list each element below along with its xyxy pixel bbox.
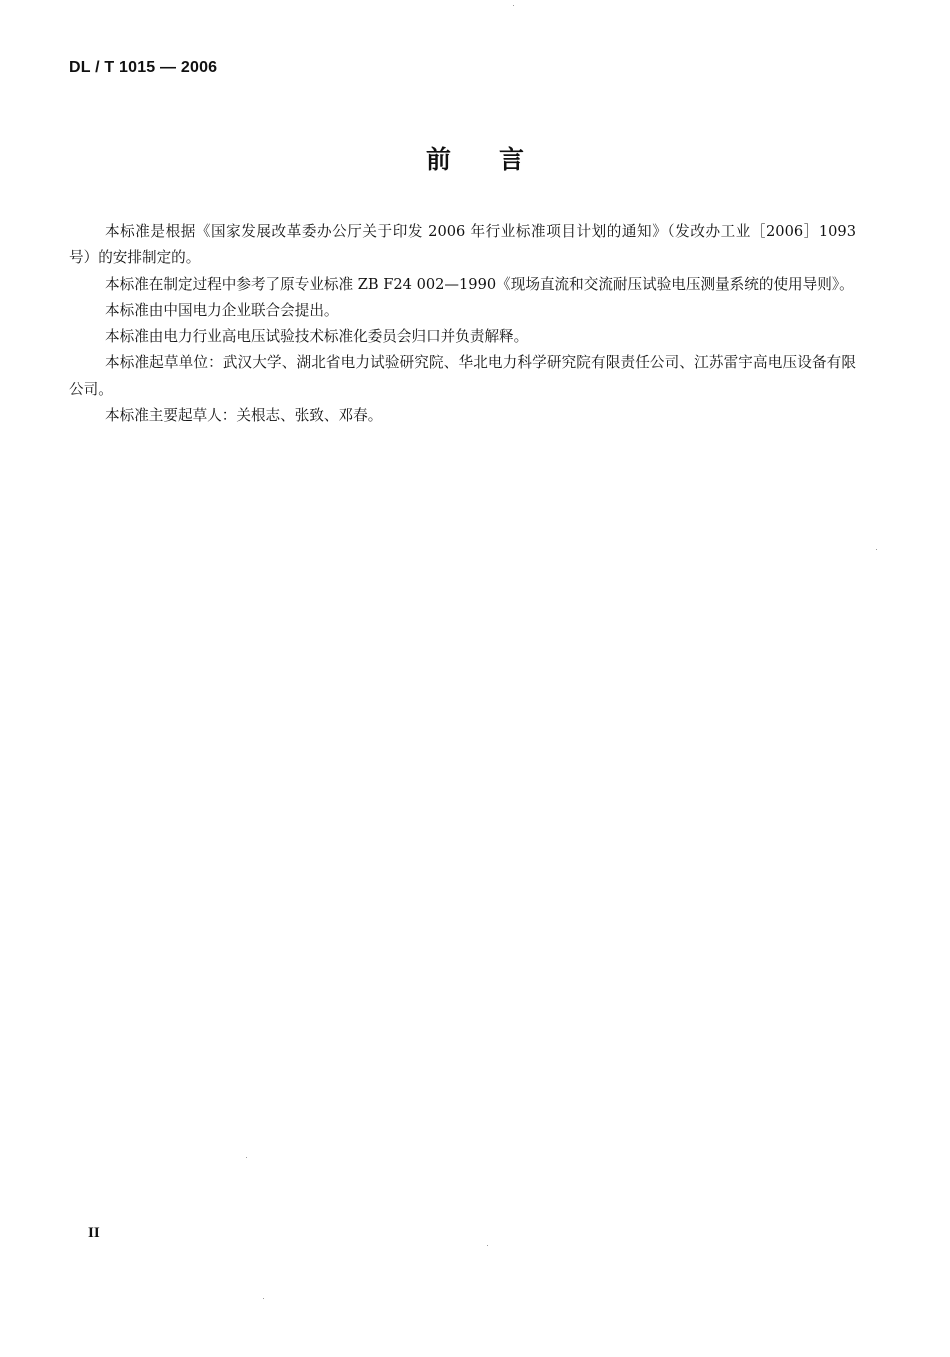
document-code: DL / T 1015 — 2006 <box>69 59 218 76</box>
foreword-body <box>69 219 856 429</box>
scan-speck <box>263 1298 264 1299</box>
scan-speck <box>513 5 514 6</box>
scan-speck <box>487 1245 488 1246</box>
scan-speck <box>876 549 877 550</box>
paragraph-drafting-units: 本标准起草单位：武汉大学、湖北省电力试验研究院、华北电力科学研究院有限责任公司、江苏雷宇高电压设备有限公司。 <box>69 354 856 398</box>
paragraph-authority: 本标准由电力行业高电压试验技术标准化委员会归口并负责解释。 <box>105 328 529 346</box>
paragraph-basis: 本标准是根据《国家发展改革委办公厅关于印发 2006 年行业标准项目计划的通知》（发改办工业［2006］1093 号）的安排制定的。 <box>69 223 856 267</box>
scan-speck <box>246 1157 247 1158</box>
page-title: 前言 <box>425 145 572 174</box>
paragraph-drafters: 本标准主要起草人：关根志、张致、邓春。 <box>105 407 383 425</box>
paragraph-proposer: 本标准由中国电力企业联合会提出。 <box>105 301 339 319</box>
page-number: II <box>88 1225 100 1241</box>
paragraph-reference: 本标准在制定过程中参考了原专业标准 ZB F24 002—1990《现场直流和交流耐压试验电压测量系统的使用导则》。 <box>105 275 854 293</box>
